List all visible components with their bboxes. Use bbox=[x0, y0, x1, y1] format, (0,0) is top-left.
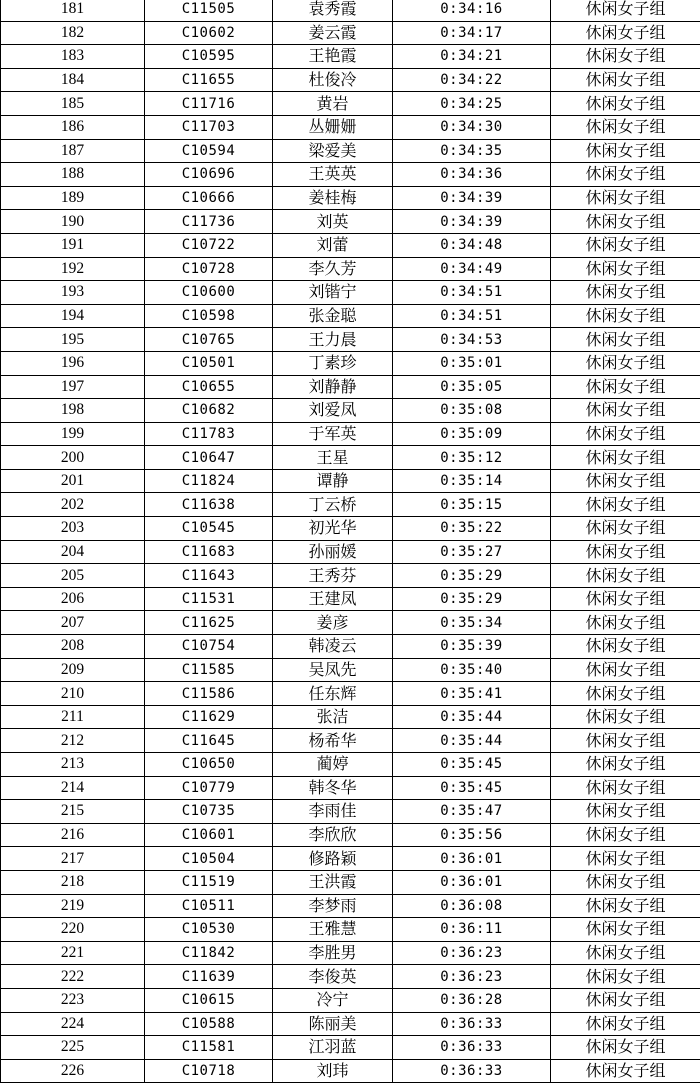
bib-number-cell: C11683 bbox=[145, 540, 273, 564]
bib-number-cell: C11645 bbox=[145, 729, 273, 753]
runner-name-cell: 修路颖 bbox=[273, 847, 393, 871]
rank-cell: 208 bbox=[1, 635, 145, 659]
finish-time-cell: 0:34:36 bbox=[393, 163, 551, 187]
rank-cell: 212 bbox=[1, 729, 145, 753]
table-row bbox=[1, 163, 700, 187]
finish-time-cell: 0:36:08 bbox=[393, 894, 551, 918]
bib-number-cell: C10722 bbox=[145, 233, 273, 257]
runner-name-cell: 刘锴宁 bbox=[273, 281, 393, 305]
rank-cell: 220 bbox=[1, 918, 145, 942]
finish-time-cell: 0:35:09 bbox=[393, 422, 551, 446]
finish-time-cell: 0:35:05 bbox=[393, 375, 551, 399]
bib-number-cell: C11519 bbox=[145, 870, 273, 894]
runner-name-cell: 刘爱凤 bbox=[273, 399, 393, 423]
rank-cell: 196 bbox=[1, 351, 145, 375]
category-cell: 休闲女子组 bbox=[551, 941, 700, 965]
category-cell: 休闲女子组 bbox=[551, 635, 700, 659]
runner-name-cell: 丁云桥 bbox=[273, 493, 393, 517]
category-cell: 休闲女子组 bbox=[551, 186, 700, 210]
finish-time-cell: 0:34:22 bbox=[393, 68, 551, 92]
rank-cell: 182 bbox=[1, 21, 145, 45]
runner-name-cell: 王星 bbox=[273, 446, 393, 470]
finish-time-cell: 0:36:01 bbox=[393, 870, 551, 894]
category-cell: 休闲女子组 bbox=[551, 399, 700, 423]
table-row bbox=[1, 328, 700, 352]
bib-number-cell: C10615 bbox=[145, 988, 273, 1012]
category-cell: 休闲女子组 bbox=[551, 965, 700, 989]
category-cell: 休闲女子组 bbox=[551, 0, 700, 21]
bib-number-cell: C10601 bbox=[145, 823, 273, 847]
table-row bbox=[1, 422, 700, 446]
rank-cell: 222 bbox=[1, 965, 145, 989]
finish-time-cell: 0:35:27 bbox=[393, 540, 551, 564]
finish-time-cell: 0:35:47 bbox=[393, 800, 551, 824]
bib-number-cell: C10779 bbox=[145, 776, 273, 800]
rank-cell: 181 bbox=[1, 0, 145, 21]
finish-time-cell: 0:35:29 bbox=[393, 564, 551, 588]
finish-time-cell: 0:35:45 bbox=[393, 776, 551, 800]
rank-cell: 225 bbox=[1, 1036, 145, 1060]
runner-name-cell: 刘玮 bbox=[273, 1059, 393, 1083]
runner-name-cell: 李雨佳 bbox=[273, 800, 393, 824]
runner-name-cell: 谭静 bbox=[273, 469, 393, 493]
bib-number-cell: C11505 bbox=[145, 0, 273, 21]
rank-cell: 193 bbox=[1, 281, 145, 305]
runner-name-cell: 杨希华 bbox=[273, 729, 393, 753]
category-cell: 休闲女子组 bbox=[551, 469, 700, 493]
runner-name-cell: 冷宁 bbox=[273, 988, 393, 1012]
table-row bbox=[1, 210, 700, 234]
bib-number-cell: C11716 bbox=[145, 92, 273, 116]
table-row bbox=[1, 233, 700, 257]
bib-number-cell: C10588 bbox=[145, 1012, 273, 1036]
rank-cell: 198 bbox=[1, 399, 145, 423]
category-cell: 休闲女子组 bbox=[551, 210, 700, 234]
table-row bbox=[1, 517, 700, 541]
category-cell: 休闲女子组 bbox=[551, 870, 700, 894]
finish-time-cell: 0:34:39 bbox=[393, 186, 551, 210]
runner-name-cell: 梁爱美 bbox=[273, 139, 393, 163]
table-row bbox=[1, 658, 700, 682]
runner-name-cell: 张金聪 bbox=[273, 304, 393, 328]
category-cell: 休闲女子组 bbox=[551, 658, 700, 682]
finish-time-cell: 0:34:39 bbox=[393, 210, 551, 234]
category-cell: 休闲女子组 bbox=[551, 115, 700, 139]
finish-time-cell: 0:34:21 bbox=[393, 45, 551, 69]
finish-time-cell: 0:36:33 bbox=[393, 1012, 551, 1036]
runner-name-cell: 韩冬华 bbox=[273, 776, 393, 800]
rank-cell: 185 bbox=[1, 92, 145, 116]
runner-name-cell: 李欣欣 bbox=[273, 823, 393, 847]
bib-number-cell: C10666 bbox=[145, 186, 273, 210]
bib-number-cell: C11585 bbox=[145, 658, 273, 682]
table-row bbox=[1, 21, 700, 45]
finish-time-cell: 0:34:35 bbox=[393, 139, 551, 163]
table-row bbox=[1, 564, 700, 588]
bib-number-cell: C10655 bbox=[145, 375, 273, 399]
bib-number-cell: C11824 bbox=[145, 469, 273, 493]
runner-name-cell: 王洪霞 bbox=[273, 870, 393, 894]
runner-name-cell: 刘静静 bbox=[273, 375, 393, 399]
category-cell: 休闲女子组 bbox=[551, 281, 700, 305]
category-cell: 休闲女子组 bbox=[551, 682, 700, 706]
category-cell: 休闲女子组 bbox=[551, 587, 700, 611]
runner-name-cell: 孙丽媛 bbox=[273, 540, 393, 564]
finish-time-cell: 0:35:12 bbox=[393, 446, 551, 470]
table-row bbox=[1, 611, 700, 635]
category-cell: 休闲女子组 bbox=[551, 564, 700, 588]
table-row bbox=[1, 753, 700, 777]
table-row bbox=[1, 281, 700, 305]
bib-number-cell: C10754 bbox=[145, 635, 273, 659]
table-row bbox=[1, 351, 700, 375]
category-cell: 休闲女子组 bbox=[551, 446, 700, 470]
finish-time-cell: 0:36:33 bbox=[393, 1059, 551, 1083]
runner-name-cell: 黄岩 bbox=[273, 92, 393, 116]
bib-number-cell: C10696 bbox=[145, 163, 273, 187]
table-row bbox=[1, 92, 700, 116]
rank-cell: 191 bbox=[1, 233, 145, 257]
rank-cell: 226 bbox=[1, 1059, 145, 1083]
table-row bbox=[1, 0, 700, 21]
table-row bbox=[1, 1059, 700, 1083]
table-row bbox=[1, 68, 700, 92]
results-table-body bbox=[1, 0, 700, 1083]
finish-time-cell: 0:35:34 bbox=[393, 611, 551, 635]
bib-number-cell: C11531 bbox=[145, 587, 273, 611]
rank-cell: 203 bbox=[1, 517, 145, 541]
category-cell: 休闲女子组 bbox=[551, 163, 700, 187]
bib-number-cell: C11639 bbox=[145, 965, 273, 989]
rank-cell: 213 bbox=[1, 753, 145, 777]
finish-time-cell: 0:34:25 bbox=[393, 92, 551, 116]
rank-cell: 215 bbox=[1, 800, 145, 824]
finish-time-cell: 0:36:11 bbox=[393, 918, 551, 942]
finish-time-cell: 0:34:48 bbox=[393, 233, 551, 257]
finish-time-cell: 0:34:53 bbox=[393, 328, 551, 352]
finish-time-cell: 0:35:01 bbox=[393, 351, 551, 375]
bib-number-cell: C10600 bbox=[145, 281, 273, 305]
category-cell: 休闲女子组 bbox=[551, 823, 700, 847]
category-cell: 休闲女子组 bbox=[551, 304, 700, 328]
rank-cell: 183 bbox=[1, 45, 145, 69]
finish-time-cell: 0:35:22 bbox=[393, 517, 551, 541]
runner-name-cell: 蔺婷 bbox=[273, 753, 393, 777]
runner-name-cell: 张洁 bbox=[273, 705, 393, 729]
rank-cell: 201 bbox=[1, 469, 145, 493]
bib-number-cell: C11581 bbox=[145, 1036, 273, 1060]
runner-name-cell: 李梦雨 bbox=[273, 894, 393, 918]
rank-cell: 200 bbox=[1, 446, 145, 470]
bib-number-cell: C10501 bbox=[145, 351, 273, 375]
finish-time-cell: 0:36:01 bbox=[393, 847, 551, 871]
rank-cell: 221 bbox=[1, 941, 145, 965]
table-row bbox=[1, 918, 700, 942]
table-row bbox=[1, 800, 700, 824]
bib-number-cell: C11736 bbox=[145, 210, 273, 234]
rank-cell: 195 bbox=[1, 328, 145, 352]
runner-name-cell: 李俊英 bbox=[273, 965, 393, 989]
table-row bbox=[1, 139, 700, 163]
category-cell: 休闲女子组 bbox=[551, 328, 700, 352]
finish-time-cell: 0:36:28 bbox=[393, 988, 551, 1012]
category-cell: 休闲女子组 bbox=[551, 611, 700, 635]
bib-number-cell: C11625 bbox=[145, 611, 273, 635]
bib-number-cell: C10718 bbox=[145, 1059, 273, 1083]
category-cell: 休闲女子组 bbox=[551, 847, 700, 871]
bib-number-cell: C11655 bbox=[145, 68, 273, 92]
runner-name-cell: 丁素珍 bbox=[273, 351, 393, 375]
finish-time-cell: 0:35:15 bbox=[393, 493, 551, 517]
table-row bbox=[1, 941, 700, 965]
bib-number-cell: C10602 bbox=[145, 21, 273, 45]
category-cell: 休闲女子组 bbox=[551, 776, 700, 800]
rank-cell: 197 bbox=[1, 375, 145, 399]
category-cell: 休闲女子组 bbox=[551, 918, 700, 942]
table-row bbox=[1, 988, 700, 1012]
category-cell: 休闲女子组 bbox=[551, 894, 700, 918]
bib-number-cell: C10647 bbox=[145, 446, 273, 470]
table-row bbox=[1, 682, 700, 706]
table-row bbox=[1, 469, 700, 493]
rank-cell: 211 bbox=[1, 705, 145, 729]
finish-time-cell: 0:34:30 bbox=[393, 115, 551, 139]
bib-number-cell: C10735 bbox=[145, 800, 273, 824]
bib-number-cell: C11638 bbox=[145, 493, 273, 517]
runner-name-cell: 韩凌云 bbox=[273, 635, 393, 659]
bib-number-cell: C10545 bbox=[145, 517, 273, 541]
bib-number-cell: C10728 bbox=[145, 257, 273, 281]
runner-name-cell: 姜云霞 bbox=[273, 21, 393, 45]
table-row bbox=[1, 45, 700, 69]
finish-time-cell: 0:35:41 bbox=[393, 682, 551, 706]
category-cell: 休闲女子组 bbox=[551, 375, 700, 399]
finish-time-cell: 0:35:44 bbox=[393, 729, 551, 753]
finish-time-cell: 0:35:14 bbox=[393, 469, 551, 493]
runner-name-cell: 杜俊冷 bbox=[273, 68, 393, 92]
category-cell: 休闲女子组 bbox=[551, 45, 700, 69]
category-cell: 休闲女子组 bbox=[551, 351, 700, 375]
runner-name-cell: 丛姗姗 bbox=[273, 115, 393, 139]
category-cell: 休闲女子组 bbox=[551, 705, 700, 729]
table-row bbox=[1, 823, 700, 847]
category-cell: 休闲女子组 bbox=[551, 92, 700, 116]
bib-number-cell: C10650 bbox=[145, 753, 273, 777]
finish-time-cell: 0:36:23 bbox=[393, 941, 551, 965]
rank-cell: 218 bbox=[1, 870, 145, 894]
table-row bbox=[1, 375, 700, 399]
rank-cell: 207 bbox=[1, 611, 145, 635]
runner-name-cell: 任东辉 bbox=[273, 682, 393, 706]
runner-name-cell: 王雅慧 bbox=[273, 918, 393, 942]
rank-cell: 199 bbox=[1, 422, 145, 446]
runner-name-cell: 刘英 bbox=[273, 210, 393, 234]
bib-number-cell: C11842 bbox=[145, 941, 273, 965]
runner-name-cell: 王英英 bbox=[273, 163, 393, 187]
table-row bbox=[1, 729, 700, 753]
runner-name-cell: 于军英 bbox=[273, 422, 393, 446]
finish-time-cell: 0:35:44 bbox=[393, 705, 551, 729]
rank-cell: 210 bbox=[1, 682, 145, 706]
category-cell: 休闲女子组 bbox=[551, 21, 700, 45]
bib-number-cell: C10598 bbox=[145, 304, 273, 328]
table-row bbox=[1, 894, 700, 918]
category-cell: 休闲女子组 bbox=[551, 517, 700, 541]
rank-cell: 209 bbox=[1, 658, 145, 682]
bib-number-cell: C10595 bbox=[145, 45, 273, 69]
category-cell: 休闲女子组 bbox=[551, 257, 700, 281]
runner-name-cell: 李胜男 bbox=[273, 941, 393, 965]
finish-time-cell: 0:35:56 bbox=[393, 823, 551, 847]
rank-cell: 214 bbox=[1, 776, 145, 800]
table-row bbox=[1, 1012, 700, 1036]
bib-number-cell: C11783 bbox=[145, 422, 273, 446]
bib-number-cell: C11586 bbox=[145, 682, 273, 706]
category-cell: 休闲女子组 bbox=[551, 540, 700, 564]
finish-time-cell: 0:35:40 bbox=[393, 658, 551, 682]
bib-number-cell: C11629 bbox=[145, 705, 273, 729]
category-cell: 休闲女子组 bbox=[551, 988, 700, 1012]
bib-number-cell: C10530 bbox=[145, 918, 273, 942]
category-cell: 休闲女子组 bbox=[551, 729, 700, 753]
runner-name-cell: 姜桂梅 bbox=[273, 186, 393, 210]
table-row bbox=[1, 186, 700, 210]
table-row bbox=[1, 257, 700, 281]
table-row bbox=[1, 304, 700, 328]
table-row bbox=[1, 847, 700, 871]
runner-name-cell: 王力晨 bbox=[273, 328, 393, 352]
rank-cell: 187 bbox=[1, 139, 145, 163]
finish-time-cell: 0:35:39 bbox=[393, 635, 551, 659]
bib-number-cell: C10765 bbox=[145, 328, 273, 352]
rank-cell: 188 bbox=[1, 163, 145, 187]
category-cell: 休闲女子组 bbox=[551, 422, 700, 446]
category-cell: 休闲女子组 bbox=[551, 1059, 700, 1083]
bib-number-cell: C10511 bbox=[145, 894, 273, 918]
rank-cell: 186 bbox=[1, 115, 145, 139]
runner-name-cell: 江羽蓝 bbox=[273, 1036, 393, 1060]
table-row bbox=[1, 446, 700, 470]
finish-time-cell: 0:35:08 bbox=[393, 399, 551, 423]
rank-cell: 224 bbox=[1, 1012, 145, 1036]
rank-cell: 216 bbox=[1, 823, 145, 847]
category-cell: 休闲女子组 bbox=[551, 1012, 700, 1036]
table-row bbox=[1, 493, 700, 517]
table-row bbox=[1, 399, 700, 423]
rank-cell: 206 bbox=[1, 587, 145, 611]
category-cell: 休闲女子组 bbox=[551, 233, 700, 257]
rank-cell: 192 bbox=[1, 257, 145, 281]
finish-time-cell: 0:34:49 bbox=[393, 257, 551, 281]
table-row bbox=[1, 587, 700, 611]
rank-cell: 223 bbox=[1, 988, 145, 1012]
bib-number-cell: C10594 bbox=[145, 139, 273, 163]
category-cell: 休闲女子组 bbox=[551, 139, 700, 163]
rank-cell: 202 bbox=[1, 493, 145, 517]
runner-name-cell: 李久芳 bbox=[273, 257, 393, 281]
finish-time-cell: 0:36:33 bbox=[393, 1036, 551, 1060]
rank-cell: 184 bbox=[1, 68, 145, 92]
rank-cell: 194 bbox=[1, 304, 145, 328]
bib-number-cell: C10504 bbox=[145, 847, 273, 871]
table-row bbox=[1, 1036, 700, 1060]
bib-number-cell: C11703 bbox=[145, 115, 273, 139]
finish-time-cell: 0:34:51 bbox=[393, 281, 551, 305]
runner-name-cell: 陈丽美 bbox=[273, 1012, 393, 1036]
rank-cell: 217 bbox=[1, 847, 145, 871]
table-row bbox=[1, 870, 700, 894]
runner-name-cell: 吴凤先 bbox=[273, 658, 393, 682]
rank-cell: 219 bbox=[1, 894, 145, 918]
bib-number-cell: C11643 bbox=[145, 564, 273, 588]
runner-name-cell: 袁秀霞 bbox=[273, 0, 393, 21]
finish-time-cell: 0:36:23 bbox=[393, 965, 551, 989]
table-row bbox=[1, 635, 700, 659]
category-cell: 休闲女子组 bbox=[551, 68, 700, 92]
table-row bbox=[1, 705, 700, 729]
rank-cell: 189 bbox=[1, 186, 145, 210]
finish-time-cell: 0:35:29 bbox=[393, 587, 551, 611]
table-row bbox=[1, 115, 700, 139]
table-row bbox=[1, 965, 700, 989]
finish-time-cell: 0:35:45 bbox=[393, 753, 551, 777]
finish-time-cell: 0:34:16 bbox=[393, 0, 551, 21]
rank-cell: 190 bbox=[1, 210, 145, 234]
finish-time-cell: 0:34:17 bbox=[393, 21, 551, 45]
category-cell: 休闲女子组 bbox=[551, 493, 700, 517]
rank-cell: 205 bbox=[1, 564, 145, 588]
rank-cell: 204 bbox=[1, 540, 145, 564]
table-row bbox=[1, 540, 700, 564]
runner-name-cell: 王建凤 bbox=[273, 587, 393, 611]
runner-name-cell: 刘蕾 bbox=[273, 233, 393, 257]
category-cell: 休闲女子组 bbox=[551, 800, 700, 824]
runner-name-cell: 初光华 bbox=[273, 517, 393, 541]
finish-time-cell: 0:34:51 bbox=[393, 304, 551, 328]
table-row bbox=[1, 776, 700, 800]
runner-name-cell: 姜彦 bbox=[273, 611, 393, 635]
bib-number-cell: C10682 bbox=[145, 399, 273, 423]
category-cell: 休闲女子组 bbox=[551, 753, 700, 777]
runner-name-cell: 王秀芬 bbox=[273, 564, 393, 588]
runner-name-cell: 王艳霞 bbox=[273, 45, 393, 69]
category-cell: 休闲女子组 bbox=[551, 1036, 700, 1060]
